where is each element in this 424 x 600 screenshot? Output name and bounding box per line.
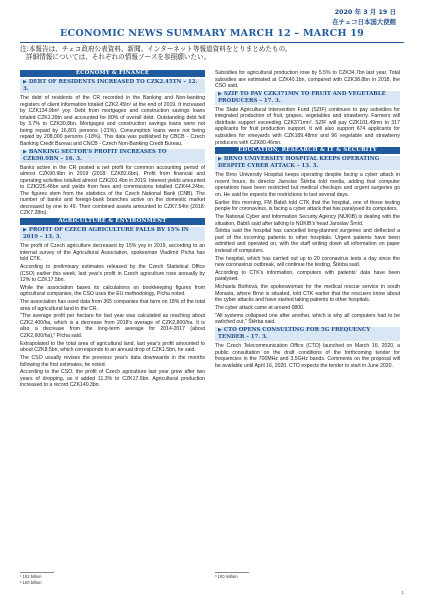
- paragraph: Banks active in the CR posted a net profit for common accounting period of almost CZK90.9bn in 2019 (2018: CZK82.6bn). Profit from financial and operating activities totalled almost CZK201.4bn in 2019. Interest yields amounted to CZK225.46bn and yields from fees and commissions totalled CZK44.24bn. The figures stem from the statistics of the Czech National Bank (CNB). The number of banks and foreign-bank branches active on the domestic market decreased by one to 49. Their combined assets amounted to CZK7.54tn (2018: CZK7.28tn).: [20, 164, 205, 217]
- arrow-icon: ▶: [23, 148, 27, 155]
- paragraph: "The average profit per hectare for last year was calculated as reaching about CZK2,400/ha, which is a decrease from 2018's average of CZK2,800/ha. It is also a decrease from the long-term average for 2014-2017 (about CZK2,600/ha)," Pícha said.: [20, 313, 205, 339]
- article-title-text: PROFIT OF CZECH AGRICULTURE FALLS BY 15% IN 2019 – 13. 3.: [23, 227, 189, 241]
- page-title: ECONOMIC NEWS SUMMARY MARCH 12 – MARCH 19: [59, 28, 364, 39]
- paragraph: The cyber attack came at around 0800.: [215, 305, 305, 311]
- arrow-icon: ▶: [218, 327, 222, 334]
- article-title-szif: [215, 91, 400, 105]
- arrow-icon: ▶: [218, 90, 222, 97]
- article-title-text: BANKING SECTOR'S PROFIT INCREASES TO CZK90.9BN – 16. 3.: [23, 148, 167, 162]
- paragraph: According to CTK's information, computers with patients' data have been paralysed.: [215, 269, 400, 283]
- paragraph: The Brno University Hospital keeps operating despite facing a cyber attack in recent hours, its director Jaroslav Štěrba told media, adding that computer operations have been restricted but medical checkups and urgent surgeries go on. He said he expects the restrictions to last several days.: [215, 172, 400, 198]
- paragraph: Subsidies for agricultural production rose by 5.5% to CZK34.7bn last year. Total subsidies are estimated at CZK40.1bn, compared with CZK38.8bn in 2018, the CSO said.: [215, 70, 400, 90]
- arrow-icon: ▶: [23, 79, 27, 85]
- paragraph: Štěrba said the hospital has cancelled long-planned surgeries and deflected a part of the incoming patients to other hospitals. Urgent patients have been admitted and operated on, with the staff writing down all information on paper instead of computers.: [215, 228, 400, 254]
- article-title-cto: [215, 327, 400, 341]
- footnote: ² 100 billion: [20, 579, 42, 585]
- article-title-banking: [20, 149, 205, 163]
- paragraph: While the association bases its calculations on bookkeeping figures from agricultural companies, the CSO uses the EU methodology, Pícha noted.: [20, 284, 205, 298]
- section-header-agriculture: AGRICULTURE & ENVIRONMENT: [20, 218, 205, 225]
- paragraph: The debt of residents of the CR recorded in the Banking and Non-banking registers of client information totaled CZK2.45tn¹ at the end of 2019. It increased by CZK134.9bn² yoy. Debt from mortgages and construction savings loans totaled CZK1.39tn and accounted for 80% of overall debt. Outstanding debt fell by 3.7% to CZK30.8bn. Mortgages and construction savings loans were not being repaid by 16,801 persons (-21%). Consumption loans were not being repaid by 208,000 persons (-18%). This data was published by CBCB - Czech Banking Credit Bureau and CNCB - Czech Non-Banking Credit Bureau.: [20, 95, 205, 147]
- footnote-rule: [20, 572, 54, 573]
- arrow-icon: ▶: [23, 227, 27, 234]
- paragraph: The association has used data from 365 companies that farm on 18% of the total area of agricultural land in the CR.: [20, 299, 205, 312]
- article-title-text: DEBT OF RESIDENTS INCREASED TO CZK2.45TN – 12. 3.: [23, 79, 198, 92]
- page-number: 1: [401, 590, 404, 595]
- paragraph: The hospital, which has carried out up to 20 coronavirus tests a day since the new coronavirus outbreak, will continue the testing, Štěrba said.: [215, 255, 400, 269]
- footnote: ³ 100 million: [215, 574, 238, 579]
- article-title-agriculture-profit: [20, 227, 205, 241]
- article-title-text: SZIF TO PAY CZK371MN TO FRUIT AND VEGETABLE PRODUCERS – 17. 3.: [218, 90, 386, 104]
- paragraph: According to the CSO, the profit of Czech agriculture last year grew after two years of dropping, as it added 11.3% to CZK17.5bn. Agricultural production increased to a record CZK140.3bn.: [20, 369, 205, 389]
- paragraph: The Czech Telecommunication Office (CTO) launched on March 16, 2020, a public consultation on the draft conditions of the forthcoming tender for frequencies in the 700MHz and 3.5GHz bands. Comments on the proposal will be available until April 16, 2020. CTO expects the tender to start in June 2020.: [215, 343, 400, 369]
- article-title-text: BRNO UNIVERSITY HOSPITAL KEEPS OPERATING DESPITE CYBER ATTACK – 13. 3.: [218, 156, 380, 170]
- left-column: [20, 70, 205, 390]
- paragraph: The State Agricultural Intervention Fund (SZIF) continues to pay subsidies for integrated production of fruit, grapes, vegetables and strawberry. Farmers will distribute support exceeding CZK371mn³. SZIF will pay CZK101.49mn to 317 applicants for fruit production support. It will also support 674 applicants for subsidies for vineyards with CZK189.48mn and 96 vegetable and strawberry producers with CZK80.46mn.: [215, 106, 400, 146]
- paragraph: The profit of Czech agriculture decreased by 15% yoy in 2019, according to an internal survey of the Agricultural Association, spokesman Vladimír Pícha has told CTK.: [20, 243, 205, 263]
- paragraph: Earlier this morning, FM Babiš told CTK that the hospital, one of those testing people for coronavirus, is facing a cyber attack that has paralysed its computers.: [215, 199, 400, 213]
- report-date: 2020 年 3 月 19 日: [334, 8, 396, 16]
- section-header-education: EDUCATION, RESEARCH & IT & SECURITY: [215, 147, 400, 154]
- arrow-icon: ▶: [218, 156, 222, 163]
- article-title-brno-hospital: [215, 156, 400, 170]
- issuing-organization: 在チェコ日本国大使館: [332, 18, 396, 26]
- paragraph: The CSO usually revises the previous year's data downwards in the months following the first estimates, he noted.: [20, 355, 205, 368]
- disclaimer-line-2: 詳細情報については、それぞれの情報ソースを参照願いたい。: [26, 53, 211, 61]
- article-title-text: CTO OPENS CONSULTING FOR 5G FREQUENCY TENDER – 17. 3.: [218, 327, 371, 341]
- paragraph: According to preliminary estimates released by the Czech Statistical Office (CSO) earlier this week, last year's profit in Czech agriculture rose annually by 12% to CZK17.5bn.: [20, 263, 205, 284]
- section-header-economy: ECONOMY & FINANCE: [20, 70, 205, 77]
- article-title-debt: [20, 79, 205, 93]
- footnotes-right: [215, 574, 238, 580]
- paragraph: Extrapolated to the total area of agricultural land, last year's profit amounted to about CZK8.5bn, which corresponds to an annual drop of CZK1.5bn, he said.: [20, 340, 205, 354]
- right-column: [215, 70, 400, 370]
- disclaimer-line-1: 注:本報告は、チェコ政府公表資料、新聞、インターネット等報道資料をとりまとめたもの。: [20, 45, 292, 53]
- paragraph: Michaela Bothová, the spokeswoman for the medical rescue service in south Moravia, where Brno is situated, told CTK earlier that the rescuers know about the cyber attacks and have started taking patients to other hospitals.: [215, 284, 400, 304]
- footnotes-left: [20, 574, 41, 585]
- paragraph: The National Cyber and Information Security Agency (NÚKIB) is dealing with the situation, Babiš said after talking to NÚKIB's head Jaroslav Šmíd.: [215, 213, 400, 227]
- title-rule: [20, 42, 404, 43]
- paragraph: "All systems collapsed one after another, which is why all computers had to be switched out," Štěrba said.: [215, 312, 400, 326]
- footnote-rule: [215, 572, 249, 573]
- footnote: ¹ 102 billion: [20, 574, 42, 579]
